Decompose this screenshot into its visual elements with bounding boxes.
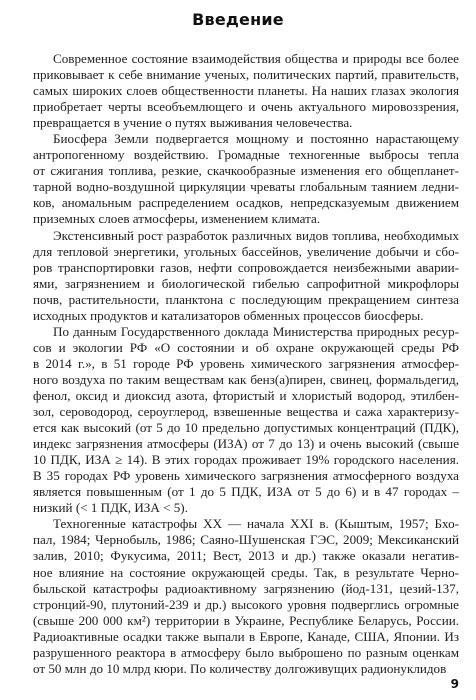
text-line: ков, аномальным распределением осадков, непредсказуемым движением	[33, 195, 459, 211]
text-line: приобретает черты всеобъемлющего и очень актуального мировоззрения,	[33, 99, 459, 115]
text-line: По данным Государственного доклада Министерства природных ресур-	[53, 323, 459, 339]
text-line: почв, растительности, планктона с последующим прекращением синтеза	[33, 291, 459, 307]
text-line: для тепловой энергетики, угольных бассейнов, увеличение добычи и сбо-	[33, 243, 459, 259]
text-line: приковывает к себе внимание ученых, политических партий, правительств,	[33, 67, 459, 83]
text-line: разрушенного реактора в атмосферу было выброшено по разным оценкам	[33, 644, 459, 660]
text-line: зол, сероводород, сероуглерод, взвешенные вещества и сажа характеризу-	[33, 404, 459, 420]
text-line: Современное состояние взаимодействия общества и природы все более	[53, 51, 459, 66]
text-line: приземных слоев атмосферы, изменением климата.	[33, 211, 321, 227]
text-line: (свыше 200 000 км²) территории в Украине, Республике Беларусь, России.	[33, 612, 459, 628]
text-line: самых широких слоев общественности планеты. На наших глазах экология	[33, 83, 459, 99]
text-line: залив, 2010; Фукусима, 2011; Вест, 2013 и др.) также оказали негатив-	[33, 548, 459, 564]
text-line: в 2014 г.», в 51 городе РФ уровень химического загрязнения атмосфер-	[33, 355, 459, 371]
text-line: индекс загрязнения атмосферы (ИЗА) от 7 до 13) и очень высокий (свыше	[33, 436, 459, 452]
paragraph	[33, 516, 459, 676]
text-line: ется как высокий (от 5 до 10 предельно допустимых концентраций (ПДК),	[33, 420, 459, 436]
text-line: превращается в учение о путях выживания человечества.	[33, 115, 353, 131]
text-line: фенол, оксид и диоксид азота, фтористый и хлористый водород, этилбен-	[33, 387, 459, 403]
text-line: является повышенным (от 1 до 5 ПДК, ИЗА от 5 до 6) и в 47 городах –	[33, 484, 459, 500]
text-line: сов и экологии РФ «О состоянии и об охране окружающей среды РФ	[33, 339, 459, 355]
text-line: стронций-90, плутоний-239 и др.) высокого уровня подверглись огромные	[33, 596, 459, 612]
text-line: Биосфера Земли подвергается мощному и постоянно нарастающему	[53, 131, 459, 147]
paragraph	[33, 51, 459, 131]
text-line: пал, 1984; Чернобыль, 1986; Саяно-Шушенская ГЭС, 2009; Мексиканский	[33, 532, 459, 548]
text-line: ями, загрязнением и биологической гибелью сапрофитной микрофлоры	[33, 275, 459, 291]
text-line: антропогенному воздействию. Громадные техногенные выбросы тепла	[33, 147, 459, 163]
text-line: Экстенсивный рост разработок различных видов топлива, необходимых	[53, 227, 459, 243]
text-line: ров транспортировки газов, нефти сопровождается неизбежными аварии-	[33, 259, 459, 275]
text-line: Техногенные катастрофы XX — начала XXI в. (Кыштым, 1957; Бхо-	[53, 516, 459, 532]
footer-rule	[0, 676, 476, 677]
text-line: В 35 городах РФ уровень химического загрязнения атмосферного воздуха	[33, 468, 459, 484]
page-number: 9	[450, 677, 459, 691]
body-text	[33, 51, 459, 677]
text-line: ного воздуха по таким веществам как бенз(а)пирен, свинец, формальдегид,	[33, 371, 459, 387]
text-line: тарной водно-воздушной циркуляции чреваты глобальным таянием ледни-	[33, 179, 459, 195]
text-line: исходных продуктов и катализаторов обменных процессов биосферы.	[33, 307, 424, 323]
text-line: быльской катастрофы радиоактивному загрязнению (йод-131, цезий-137,	[33, 580, 459, 596]
text-line: Радиоактивные осадки также выпали в Европе, Канаде, США, Японии. Из	[33, 628, 459, 644]
text-line: от 50 млн до 10 млрд кюри. По количеству долгоживущих радионуклидов	[33, 660, 447, 676]
paragraph	[33, 324, 459, 517]
text-line: низкий (< 1 ПДК, ИЗА < 5).	[33, 500, 188, 516]
paragraph	[33, 131, 459, 227]
text-line: ное влияние на состояние окружающей среды. Так, в результате Черно-	[33, 564, 459, 580]
text-line: 10 ПДК, ИЗА ≥ 14). В этих городах проживает 19% городского населения.	[33, 452, 459, 468]
paragraph	[33, 228, 459, 324]
page-heading: Введение	[192, 10, 284, 29]
text-line: от сжигания топлива, резкие, скачкообразные изменения его общепланет-	[33, 163, 459, 179]
